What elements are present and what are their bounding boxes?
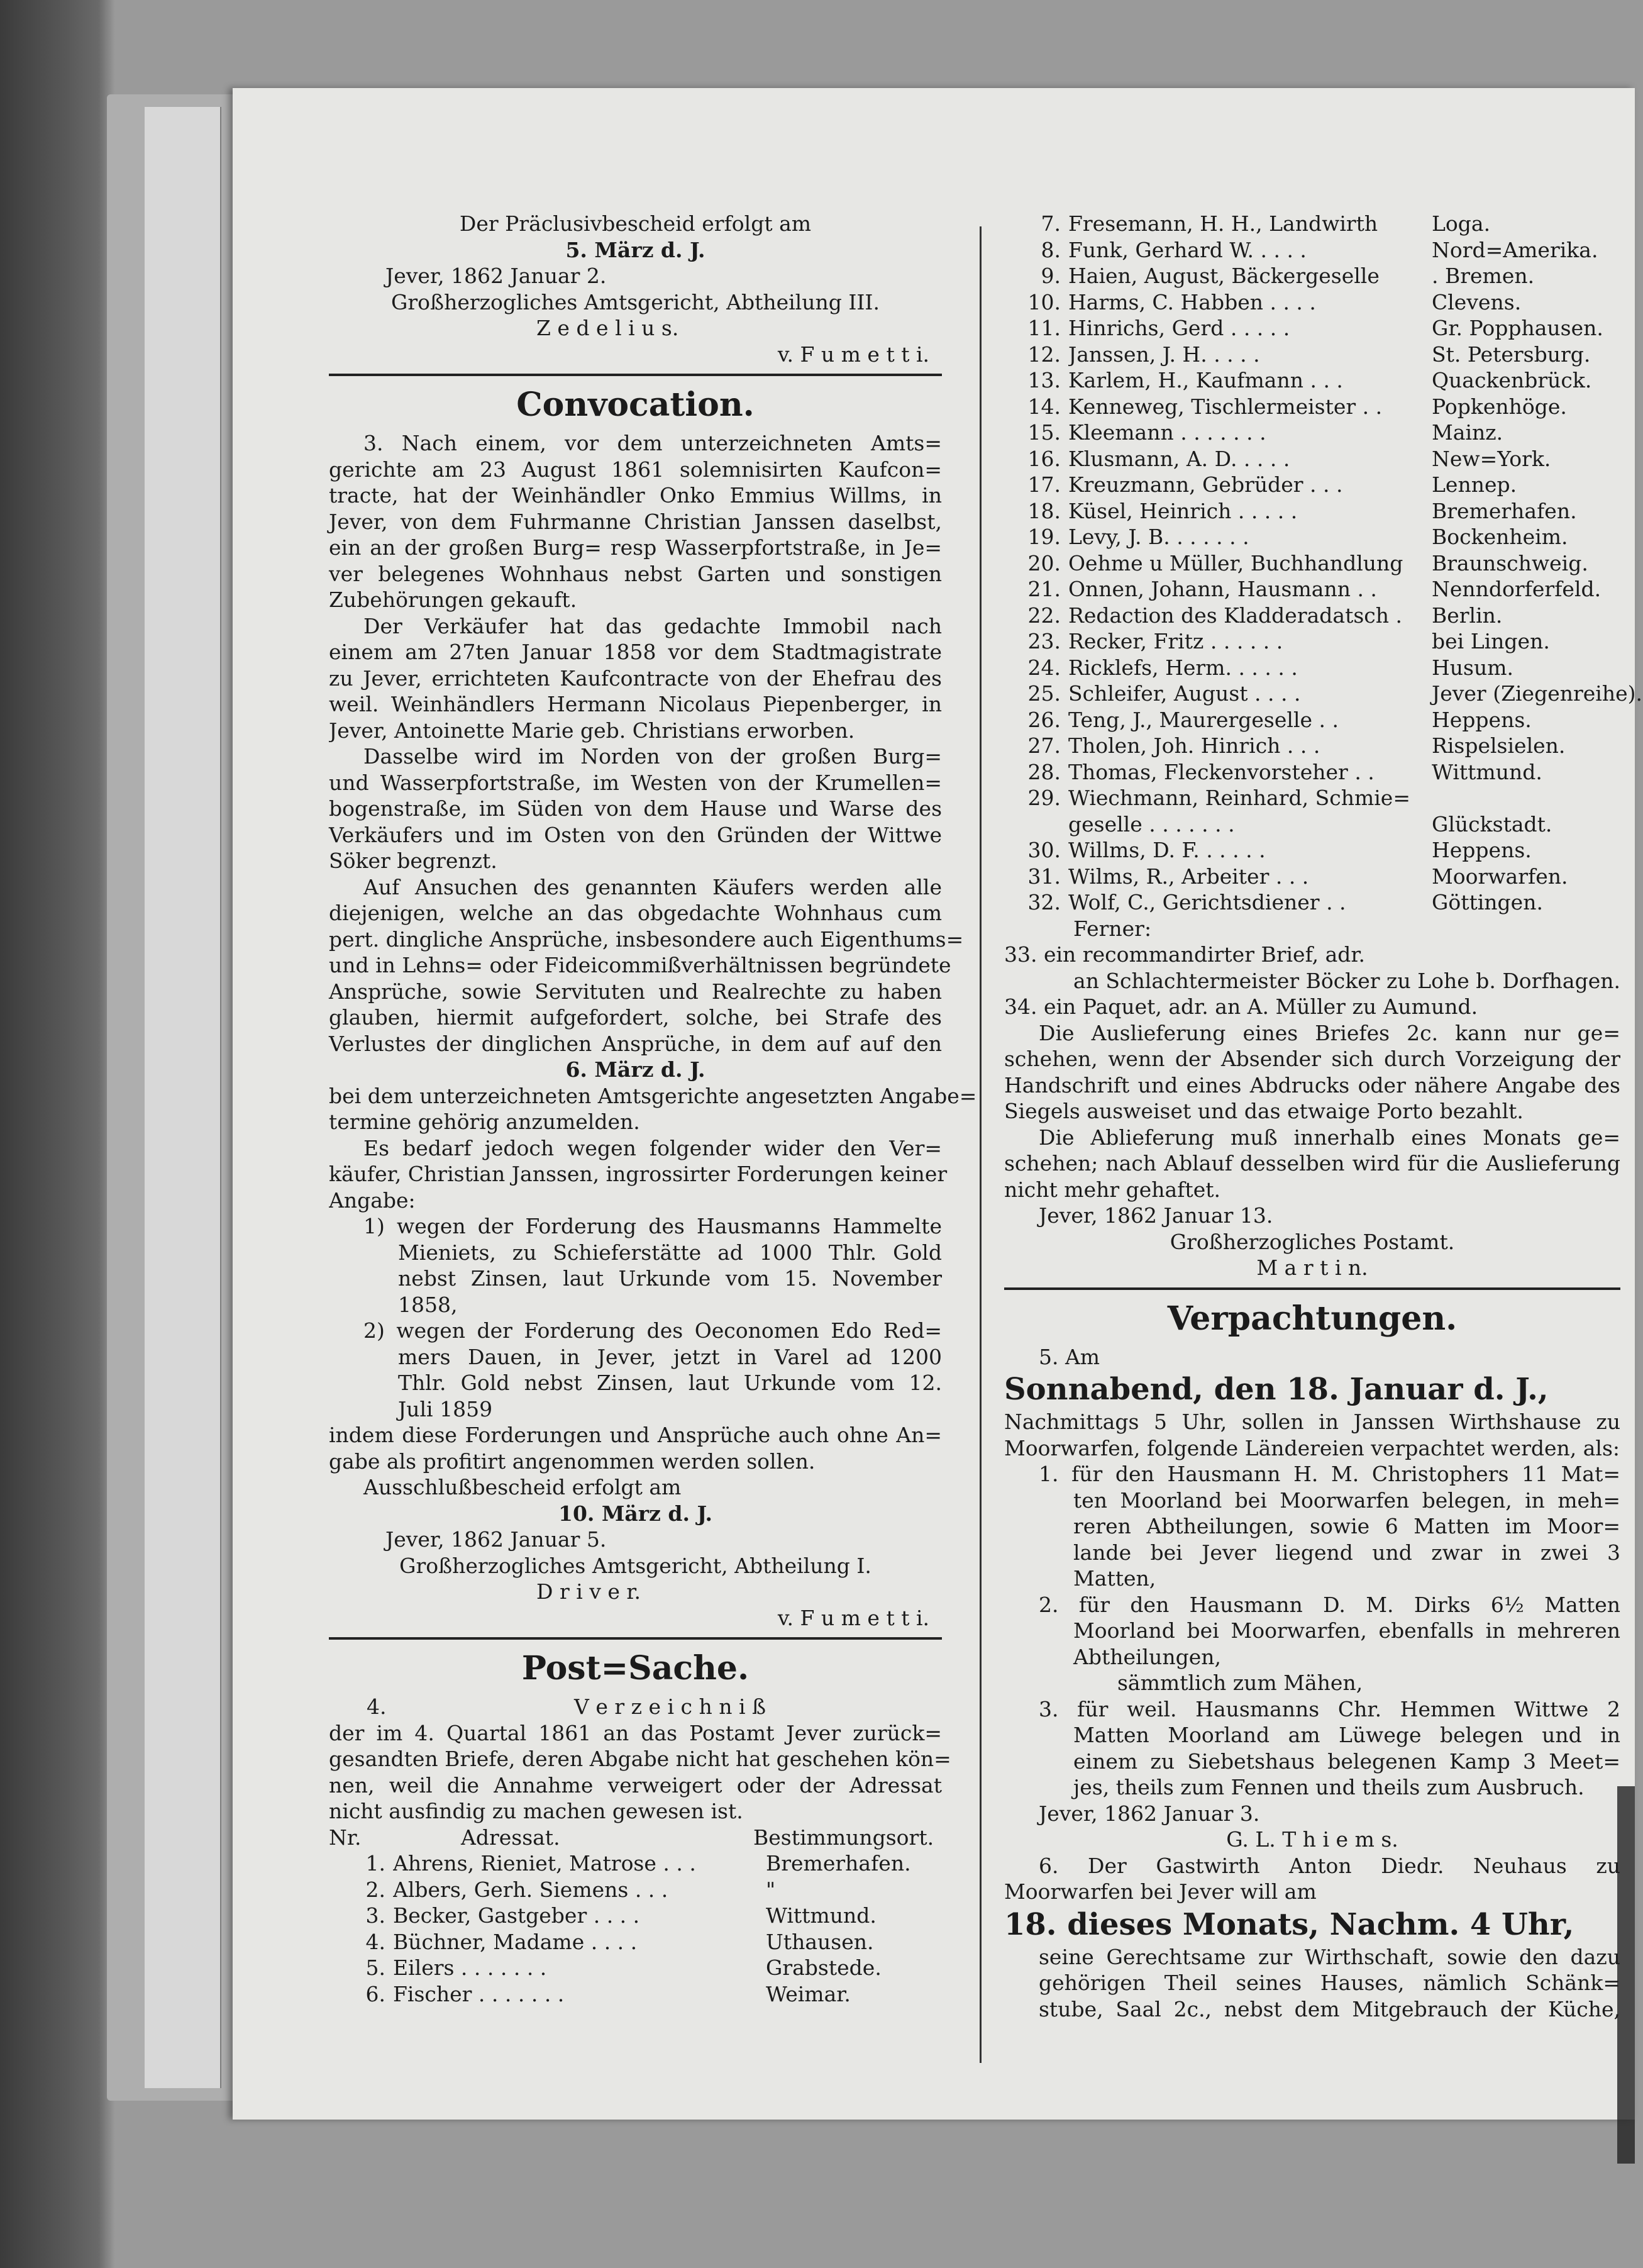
list-item — [1004, 367, 1620, 394]
entry-number: 28. — [1027, 759, 1061, 784]
text-line: weil. Weinhändlers Hermann Nicolaus Piepenberger, in — [329, 692, 942, 716]
signature: D r i v e r. — [536, 1579, 641, 1604]
entry-number: 31. — [1027, 864, 1061, 889]
page-edge — [145, 107, 171, 2088]
text-line: Zubehörungen gekauft. — [329, 587, 577, 612]
entry-number: 5. — [365, 1955, 385, 1980]
list-item — [1004, 811, 1620, 838]
post-number: 4. — [367, 1694, 387, 1719]
entry-number: 32. — [1027, 890, 1061, 914]
text-line: Juli 1859 — [398, 1396, 493, 1421]
entry-addressee: Hinrichs, Gerd . . . . . — [1068, 316, 1290, 340]
list-item — [1004, 681, 1642, 707]
entry-addressee: Küsel, Heinrich . . . . . — [1068, 498, 1298, 523]
text-line: tracte, hat der Weinhändler Onko Emmius Willms, in — [329, 483, 942, 508]
text-line: gerichte am 23 August 1861 solemnisirten Kaufcon= — [329, 457, 942, 482]
entry-number: 2. — [365, 1877, 385, 1902]
column-header: Nr. — [329, 1825, 362, 1850]
convocation-paragraph-4 — [329, 874, 964, 1057]
entry-addressee: Haien, August, Bäckergeselle — [1068, 264, 1380, 288]
list-item — [1004, 603, 1620, 629]
lease-number: 5. Am — [1039, 1344, 1100, 1369]
signature: M a r t i n. — [1256, 1255, 1368, 1280]
entry-destination: Mainz. — [1432, 420, 1503, 445]
list-item — [1004, 263, 1620, 289]
signature: v. F u m e t t i. — [777, 1605, 929, 1630]
text-line: Matten, — [1073, 1566, 1156, 1591]
entry-addressee: Büchner, Madame . . . . — [393, 1929, 638, 1954]
entry-number: 3. — [365, 1903, 385, 1928]
entry-addressee: Funk, Gerhard W. . . . . — [1068, 237, 1307, 262]
entry-destination: Lennep. — [1432, 472, 1517, 497]
text-line: Verkäufers und im Osten von den Gründen der Wittwe — [329, 822, 942, 847]
entry-destination: Wittmund. — [766, 1903, 877, 1928]
text-line: glauben, hiermit aufgefordert, solche, bei Strafe des — [329, 1005, 942, 1030]
entry-destination: Moorwarfen. — [1432, 864, 1568, 889]
text-line: 1858, — [398, 1292, 458, 1317]
text-line: mers Dauen, in Jever, jetzt in Varel ad 1200 — [398, 1344, 942, 1369]
intro-date: 5. März d. J. — [565, 237, 705, 262]
entry-addressee: Wiechmann, Reinhard, Schmie= — [1068, 786, 1410, 810]
list-item — [1004, 785, 1620, 811]
entry-addressee: Willms, D. F. . . . . . — [1068, 838, 1266, 862]
entry-addressee: Harms, C. Habben . . . . — [1068, 289, 1316, 314]
entry-destination: Husum. — [1432, 655, 1514, 680]
list-item — [1004, 550, 1620, 577]
intro-signature: Z e d e l i u s. — [536, 316, 679, 340]
entry-destination: Quackenbrück. — [1432, 368, 1592, 392]
entry-addressee: Kreuzmann, Gebrüder . . . — [1068, 472, 1343, 497]
office-name: Großherzogliches Postamt. — [1170, 1229, 1455, 1254]
convocation-paragraph-2 — [329, 613, 942, 744]
entry-number: 14. — [1027, 394, 1061, 419]
lease-item-2 — [1004, 1592, 1620, 1696]
entry-number: 22. — [1027, 603, 1061, 628]
section-rule — [329, 1637, 942, 1640]
text-line: Der Verkäufer hat das gedachte Immobil nach — [363, 613, 942, 638]
claim-1 — [329, 1213, 942, 1318]
text-line: jes, theils zum Fennen und theils zum Ausbruch. — [1073, 1775, 1585, 1799]
entry-destination: " — [766, 1877, 776, 1902]
text-line: nicht ausfindig zu machen gewesen ist. — [329, 1799, 743, 1823]
entry-destination: Weimar. — [766, 1981, 851, 2006]
text-line: 33. ein recommandirter Brief, adr. — [1004, 942, 1366, 967]
right-column — [1004, 211, 1642, 2022]
convocation-paragraph-1 — [329, 430, 942, 613]
text-line: einem am 27ten Januar 1858 vor dem Stadtmagistrate — [329, 640, 942, 664]
entry-addressee: Kleemann . . . . . . . — [1068, 420, 1266, 445]
entry-number: 19. — [1027, 525, 1061, 549]
text-line: Matten Moorland am Lüwege belegen und in — [1073, 1723, 1620, 1747]
text-line: Die Ablieferung muß innerhalb eines Monats ge= — [1039, 1125, 1620, 1150]
list-item — [1004, 889, 1620, 916]
entry-destination — [1432, 785, 1620, 811]
entry-number: 27. — [1027, 733, 1061, 758]
entry-number: 21. — [1027, 577, 1061, 601]
text-line: schehen; nach Ablauf desselben wird für die Auslieferung — [1004, 1151, 1620, 1176]
entry-number: 9. — [1041, 264, 1061, 288]
entry-number — [1004, 811, 1068, 838]
text-line: 3. für weil. Hausmanns Chr. Hemmen Wittwe 2 — [1039, 1696, 1620, 1721]
entry-destination: Braunschweig. — [1432, 550, 1588, 575]
entry-destination: Berlin. — [1432, 603, 1503, 628]
entry-destination: Heppens. — [1432, 707, 1532, 732]
section-rule — [1004, 1287, 1620, 1290]
entry-addressee: Thomas, Fleckenvorsteher . . — [1068, 759, 1375, 784]
list-item — [1004, 628, 1620, 655]
text-line: 1. für den Hausmann H. M. Christophers 11 Mat= — [1039, 1462, 1620, 1486]
court-name: Großherzogliches Amtsgericht, Abtheilung I. — [399, 1553, 871, 1578]
entry-number: 7. — [1041, 211, 1061, 236]
entry-number: 30. — [1027, 838, 1061, 862]
list-item — [329, 1929, 942, 1955]
left-column — [329, 211, 977, 2007]
entry-number: 29. — [1027, 786, 1061, 810]
text-line: Jever, von dem Fuhrmanne Christian Janssen daselbst, — [329, 509, 942, 534]
entry-number: 4. — [365, 1929, 385, 1954]
entry-number: 20. — [1027, 550, 1061, 575]
text-line: sämmtlich zum Mähen, — [1117, 1670, 1363, 1695]
intro-line: Der Präclusivbescheid erfolgt am — [459, 211, 812, 236]
entry-destination: Bockenheim. — [1432, 525, 1568, 549]
text-line: termine gehörig anzumelden. — [329, 1109, 640, 1134]
entry-destination: Heppens. — [1432, 838, 1532, 862]
lease-item-3 — [1004, 1696, 1620, 1801]
lease-heading: Verpachtungen. — [1167, 1299, 1458, 1338]
entry-addressee: Eilers . . . . . . . — [393, 1955, 547, 1980]
entry-addressee: Fischer . . . . . . . — [393, 1981, 565, 2006]
text-line: nicht mehr gehaftet. — [1004, 1177, 1220, 1202]
intro-place-date: Jever, 1862 Januar 2. — [385, 264, 607, 288]
entry-addressee: Kenneweg, Tischlermeister . . — [1068, 394, 1383, 419]
ferner-label: Ferner: — [1073, 916, 1152, 941]
text-line: Handschrift und eines Abdrucks oder nähere Angabe des — [1004, 1072, 1620, 1098]
list-item — [1004, 837, 1620, 864]
text-line: 6. Der Gastwirth Anton Diedr. Neuhaus zu — [1039, 1853, 1620, 1878]
entry-number: 13. — [1027, 368, 1061, 392]
text-line: und Wasserpfortstraße, im Westen von der Krumellen= — [329, 770, 942, 795]
text-line: Moorwarfen, folgende Ländereien verpachtet werden, als: — [1004, 1435, 1620, 1460]
text-line: Söker begrenzt. — [329, 848, 497, 873]
column-header: Bestimmungsort. — [753, 1825, 934, 1850]
post-title-row — [329, 1694, 942, 1720]
convocation-heading: Convocation. — [516, 386, 755, 424]
text-line: Die Auslieferung eines Briefes 2c. kann nur ge= — [1039, 1020, 1620, 1045]
entry-number: 10. — [1027, 289, 1061, 314]
entry-destination: Popkenhöge. — [1432, 394, 1567, 419]
lease-item-1 — [1004, 1461, 1620, 1592]
text-line: reren Abtheilungen, sowie 6 Matten im Moor= — [1073, 1514, 1620, 1538]
text-line: 34. ein Paquet, adr. an A. Müller zu Aumund. — [1004, 994, 1478, 1019]
list-item — [1004, 237, 1620, 264]
entry-destination: Nord=Amerika. — [1432, 237, 1598, 262]
text-line: gabe als profitirt angenommen werden sollen. — [329, 1448, 816, 1474]
text-line: stube, Saal 2c., nebst dem Mitgebrauch der Küche, — [1039, 1996, 1620, 2021]
entry-addressee: Wolf, C., Gerichtsdiener . . — [1068, 890, 1346, 914]
list-item — [1004, 759, 1620, 786]
list-item — [1004, 498, 1620, 525]
hearing-date: 6. März d. J. — [565, 1057, 705, 1082]
text-line: Angabe: — [329, 1187, 416, 1213]
text-line: nen, weil die Annahme verweigert oder der Adressat — [329, 1772, 942, 1798]
entry-destination: Grabstede. — [766, 1955, 882, 1980]
list-item — [1004, 472, 1620, 498]
place-date: Jever, 1862 Januar 3. — [1039, 1801, 1260, 1826]
list-item — [329, 1981, 942, 2008]
lease-date: Sonnabend, den 18. Januar d. J., — [1004, 1372, 1549, 1407]
list-item — [1004, 864, 1620, 890]
text-line: zu Jever, errichteten Kaufcontracte von der Ehefrau des — [329, 665, 942, 691]
entry-destination: Bremerhafen. — [1432, 498, 1577, 523]
entry-addressee: Schleifer, August . . . . — [1068, 681, 1301, 706]
entry-addressee: Klusmann, A. D. . . . . — [1068, 446, 1290, 471]
entry-addressee: Oehme u Müller, Buchhandlung — [1068, 550, 1403, 575]
entry-destination: Wittmund. — [1432, 759, 1542, 784]
list-item — [1004, 289, 1620, 316]
entry-destination: New=York. — [1432, 446, 1551, 471]
entry-number: 26. — [1027, 707, 1061, 732]
text-line: einem zu Siebetshaus belegenen Kamp 3 Meet= — [1073, 1748, 1620, 1774]
entry-destination: Gr. Popphausen. — [1432, 316, 1603, 340]
text-line: indem diese Forderungen und Ansprüche auch ohne An= — [329, 1423, 942, 1447]
list-item — [1004, 524, 1620, 550]
text-line: Ausschlußbescheid erfolgt am — [363, 1475, 682, 1499]
entry-number: 25. — [1027, 681, 1061, 706]
text-line: ein an der großen Burg= resp Wasserpfortstraße, in Je= — [329, 535, 942, 560]
text-line: Dasselbe wird im Norden von der großen Burg= — [363, 744, 942, 769]
text-line: schehen, wenn der Absender sich durch Vorzeigung der — [1004, 1047, 1620, 1071]
text-line: seine Gerechtsame zur Wirthschaft, sowie den dazu — [1039, 1944, 1620, 1969]
entry-number: 1. — [365, 1851, 385, 1876]
auction-date: 18. dieses Monats, Nachm. 4 Uhr, — [1004, 1906, 1574, 1942]
letter-list — [329, 1850, 942, 2007]
entry-number: 16. — [1027, 446, 1061, 471]
place-date: Jever, 1862 Januar 13. — [1039, 1203, 1273, 1228]
text-line: 3. Nach einem, vor dem unterzeichneten Amts= — [363, 431, 942, 455]
entry-addressee: Becker, Gastgeber . . . . — [393, 1903, 640, 1928]
list-item — [1004, 420, 1620, 446]
entry-addressee: Redaction des Kladderadatsch . — [1068, 603, 1402, 628]
signature: G. L. T h i e m s. — [1226, 1827, 1398, 1852]
section-rule — [329, 374, 942, 376]
post-title: V e r z e i c h n i ß — [574, 1694, 766, 1719]
text-line: der im 4. Quartal 1861 an das Postamt Jever zurück= — [329, 1720, 942, 1745]
list-item — [329, 1850, 942, 1877]
text-line: gehörigen Theil seines Hauses, nämlich Schänk= — [1039, 1971, 1620, 1995]
entry-addressee: Recker, Fritz . . . . . . — [1068, 629, 1283, 653]
text-line: Auf Ansuchen des genannten Käufers werden alle — [363, 874, 942, 899]
list-item — [329, 1955, 942, 1981]
text-line: bei dem unterzeichneten Amtsgerichte angesetzten Angabe= — [329, 1083, 977, 1108]
entry-addressee: Ahrens, Rieniet, Matrose . . . — [393, 1851, 696, 1876]
post-heading: Post=Sache. — [521, 1649, 750, 1687]
entry-number: 8. — [1041, 237, 1061, 262]
list-item — [1004, 446, 1620, 472]
convocation-paragraph-3 — [329, 743, 942, 874]
entry-addressee: Janssen, J. H. . . . . — [1068, 342, 1260, 367]
text-line: ten Moorland bei Moorwarfen belegen, in meh= — [1073, 1487, 1620, 1513]
entry-addressee: Ricklefs, Herm. . . . . . — [1068, 655, 1298, 680]
list-item — [1004, 315, 1620, 342]
entry-number: 18. — [1027, 498, 1061, 523]
entry-addressee: Onnen, Johann, Hausmann . . — [1068, 577, 1377, 601]
page-edge — [170, 107, 196, 2088]
text-line: ver belegenes Wohnhaus nebst Garten und sonstigen — [329, 561, 942, 586]
exclusion-date: 10. März d. J. — [558, 1501, 713, 1526]
entry-number: 12. — [1027, 342, 1061, 367]
letter-list-continued — [1004, 211, 1642, 916]
entry-addressee: Teng, J., Maurergeselle . . — [1068, 707, 1339, 732]
entry-destination: Jever (Ziegenreihe). — [1432, 681, 1642, 706]
text-line: Thlr. Gold nebst Zinsen, laut Urkunde vom 12. — [398, 1370, 942, 1395]
column-header: Adressat. — [461, 1825, 560, 1850]
intro-court: Großherzogliches Amtsgericht, Abtheilung III. — [391, 289, 880, 314]
entry-addressee: Karlem, H., Kaufmann . . . — [1068, 368, 1343, 392]
entry-number: 6. — [365, 1981, 385, 2006]
entry-destination: Bremerhafen. — [766, 1851, 911, 1876]
entry-number: 23. — [1027, 629, 1061, 653]
intro-signature: v. F u m e t t i. — [777, 342, 929, 367]
text-line: und in Lehns= oder Fideicommißverhältnissen begründete — [329, 953, 951, 977]
list-item — [1004, 733, 1620, 759]
text-line: Siegels ausweiset und das etwaige Porto bezahlt. — [1004, 1099, 1524, 1123]
entry-addressee: Tholen, Joh. Hinrich . . . — [1068, 733, 1320, 758]
entry-number: 24. — [1027, 655, 1061, 680]
entry-destination: Clevens. — [1432, 289, 1522, 314]
entry-destination: Uthausen. — [766, 1929, 874, 1954]
list-item — [1004, 394, 1620, 420]
list-item — [329, 1877, 942, 1903]
text-line: Verlustes der dinglichen Ansprüche, in dem auf auf den — [329, 1031, 942, 1056]
column-divider — [980, 226, 982, 2063]
entry-destination: Rispelsielen. — [1432, 733, 1566, 758]
list-item — [1004, 211, 1620, 237]
text-line: gesandten Briefe, deren Abgabe nicht hat geschehen kön= — [329, 1747, 951, 1771]
entry-destination: bei Lingen. — [1432, 629, 1550, 653]
list-item — [1004, 576, 1620, 603]
place-date: Jever, 1862 Januar 5. — [385, 1527, 607, 1552]
text-line: lande bei Jever liegend und zwar in zwei 3 — [1073, 1540, 1620, 1565]
list-item — [1004, 655, 1620, 681]
text-line: pert. dingliche Ansprüche, insbesondere auch Eigenthums= — [329, 926, 964, 952]
text-line: diejenigen, welche an das obgedachte Wohnhaus cum — [329, 901, 942, 925]
entry-destination: Glückstadt. — [1432, 811, 1552, 837]
entry-destination: Nenndorferfeld. — [1432, 577, 1602, 601]
text-line: Moorland bei Moorwarfen, ebenfalls in mehreren — [1073, 1618, 1620, 1643]
text-line: Mieniets, zu Schieferstätte ad 1000 Thlr. Gold — [398, 1240, 942, 1265]
list-item — [1004, 342, 1620, 368]
entry-destination: Loga. — [1432, 211, 1491, 236]
text-line: Jever, Antoinette Marie geb. Christians erworben. — [329, 718, 855, 743]
claim-2 — [329, 1318, 942, 1422]
entry-number: 11. — [1027, 316, 1061, 340]
text-line: nebst Zinsen, laut Urkunde vom 15. November — [398, 1266, 942, 1291]
table-header — [329, 1825, 942, 1851]
list-item — [1004, 707, 1620, 733]
entry-addressee: Levy, J. B. . . . . . . — [1068, 525, 1249, 549]
entry-addressee: Wilms, R., Arbeiter . . . — [1068, 864, 1309, 889]
entry-addressee: geselle . . . . . . . — [1068, 811, 1235, 837]
text-line: Es bedarf jedoch wegen folgender wider den Ver= — [363, 1135, 942, 1160]
entry-destination: St. Petersburg. — [1432, 342, 1591, 367]
text-line: Ansprüche, sowie Servituten und Realrechte zu haben — [329, 979, 942, 1004]
text-line: an Schlachtermeister Böcker zu Lohe b. Dorfhagen. — [1073, 968, 1620, 993]
page-edge — [195, 107, 221, 2088]
entry-number: 17. — [1027, 472, 1061, 497]
entry-destination: . Bremen. — [1432, 264, 1535, 288]
text-line: käufer, Christian Janssen, ingrossirter Forderungen keiner — [329, 1162, 948, 1186]
entry-number: 15. — [1027, 420, 1061, 445]
text-line: Abtheilungen, — [1073, 1644, 1222, 1669]
text-line: 2. für den Hausmann D. M. Dirks 6½ Matten — [1039, 1592, 1620, 1617]
text-line: Moorwarfen bei Jever will am — [1004, 1879, 1317, 1904]
text-line: Nachmittags 5 Uhr, sollen in Janssen Wirthshause zu — [1004, 1409, 1620, 1434]
entry-addressee: Fresemann, H. H., Landwirth — [1068, 211, 1378, 236]
text-line: 1) wegen der Forderung des Hausmanns Hammelte — [363, 1214, 942, 1238]
entry-addressee: Albers, Gerh. Siemens . . . — [393, 1877, 668, 1902]
text-line: 2) wegen der Forderung des Oeconomen Edo Red= — [363, 1318, 942, 1343]
list-item — [329, 1903, 942, 1929]
text-line: bogenstraße, im Süden von dem Hause und Warse des — [329, 796, 942, 821]
entry-destination: Göttingen. — [1432, 890, 1543, 914]
